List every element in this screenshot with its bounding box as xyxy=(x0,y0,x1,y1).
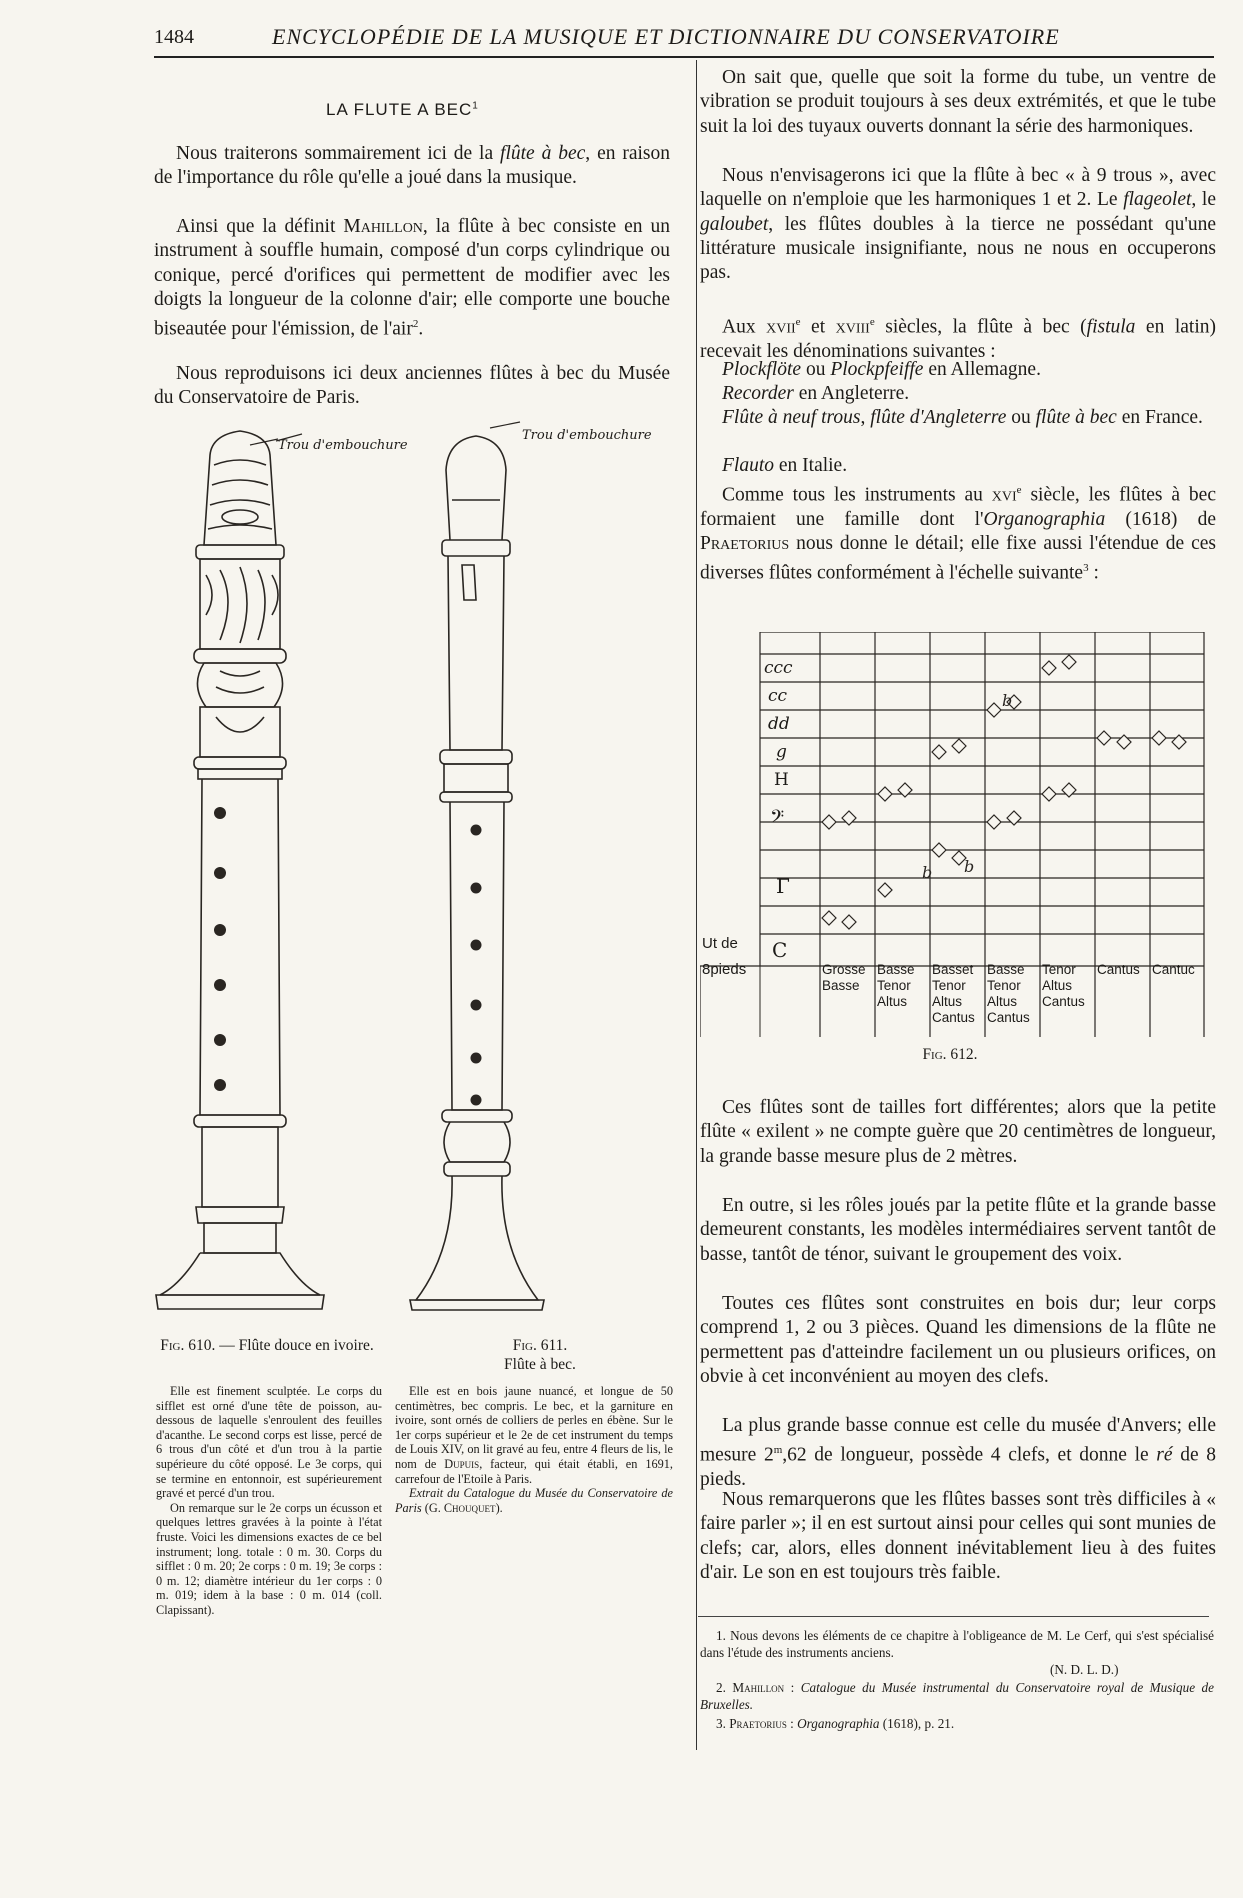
left-paragraph-2: Ainsi que la définit Mahillon, la flûte à bec consiste en un instrument à souffle humain, composé d'un corps cylindrique ou conique, percé d'orifices qui permettent de modifier avec les doigts la longueur de la colonne d'air; elle comporte une bouche biseautée pour l'émission, de l'air$^2$. xyxy=(154,216,671,340)
footnote-1: 1. Nous devons les éléments de ce chapitre à l'obligeance de M. Le Cerf, qui s'est spécialisé dans l'étude des instruments anciens. xyxy=(700,1628,1214,1660)
figure-611-recorder xyxy=(400,420,660,1320)
right-paragraph-3: Aux xvii$^e$ et xviii$^e$ siècles, la flûte à bec (fistula en latin) recevait les dénominations suivantes : xyxy=(700,316,1216,362)
right-paragraph-4: Comme tous les instruments au xvi$^e$ siècle, les flûtes à bec formaient une famille dont l'Organographia (1618) de Praetorius nous donne le détail; elle fixe aussi l'étendue de ces diverses flûtes conformément à l'échelle suivante$^3$ : xyxy=(700,484,1216,584)
row-label-h: H xyxy=(774,770,789,790)
right-paragraph-1: On sait que, quelle que soit la forme du tube, un ventre de vibration se produit toujours à ses deux extrémités, et que le tube suit la loi des tuyaux ouverts donnant la série des harmoniques. xyxy=(700,67,1216,137)
right-paragraph-6: En outre, si les rôles joués par la petite flûte et la grande basse demeurent constants, les modèles intermédiaires servent tantôt de basse, tantôt de ténor, suivant le groupement des voix. xyxy=(700,1195,1216,1265)
caption-fig-612: Fig. 612. xyxy=(922,1046,978,1063)
svg-text:b: b xyxy=(922,863,933,882)
right-paragraph-9: Nous remarquerons que les flûtes basses sont très difficiles à « faire parler »; il en est surtout ainsi pour celles qui sont munies de clefs; car, alors, elles donnent inévitablement lieu à des fuites d'air. Le son en est toujours très faible. xyxy=(700,1489,1216,1583)
figure-610-ivory-flute xyxy=(150,425,430,1325)
right-paragraph-2: Nous n'envisagerons ici que la flûte à bec « à 9 trous », avec laquelle on n'emploie que les harmoniques 1 et 2. Le flageolet, le galoubet, les flûtes doubles à la tierce ne possédant qu'une littérature musicale insignifiante, nous ne nous en occuperons pas. xyxy=(700,165,1217,284)
footnote-1-signature: (N. D. L. D.) xyxy=(1050,1662,1119,1677)
name-germany: Plockflöte ou Plockpfeiffe en Allemagne. xyxy=(722,359,1041,380)
right-paragraph-5: Ces flûtes sont de tailles fort différentes; alors que la petite flûte « exilent » ne compte guère que 20 centimètres de longueur, la grande basse mesure plus de 2 mètres. xyxy=(700,1097,1216,1167)
row-label-g: g xyxy=(776,742,787,762)
row-label-gamma: Γ xyxy=(776,874,790,898)
page-number: 1484 xyxy=(154,26,194,48)
column-label-2: Basse Tenor Altus xyxy=(877,962,915,1009)
column-label-1: Grosse Basse xyxy=(822,962,866,993)
section-title: LA FLUTE A BEC$^1$ xyxy=(326,100,479,119)
header-rule xyxy=(154,56,1214,58)
column-label-3: Basset Tenor Altus Cantus xyxy=(932,962,975,1025)
row-label-c: C xyxy=(772,938,788,962)
svg-text:b: b xyxy=(1002,691,1013,710)
svg-text:b: b xyxy=(964,857,975,876)
column-label-6: Cantus xyxy=(1097,962,1140,977)
footnote-rule xyxy=(698,1616,1209,1617)
running-title: ENCYCLOPÉDIE DE LA MUSIQUE ET DICTIONNAIRE DU CONSERVATOIRE xyxy=(272,24,1060,49)
column-label-4: Basse Tenor Altus Cantus xyxy=(987,962,1030,1025)
row-label-cc: cc xyxy=(768,686,788,706)
column-label-7: Cantuc xyxy=(1152,962,1195,977)
row-label-ccc: ccc xyxy=(764,658,793,678)
footnote-3: 3. Praetorius : Organographia (1618), p. 21. xyxy=(716,1716,955,1731)
figure-612-range-chart xyxy=(700,632,1205,1037)
caption-fig-610: Fig. 610. — Flûte douce en ivoire. xyxy=(160,1337,374,1354)
column-label-5: Tenor Altus Cantus xyxy=(1042,962,1085,1009)
name-england: Recorder en Angleterre. xyxy=(722,383,910,404)
column-divider xyxy=(696,60,697,1750)
description-fig-611: Elle est en bois jaune nuancé, et longue de 50 centimètres, bec compris. Le bec, et la garniture en ivoire, sont ornés de colliers de perles en ébène. Sur le 1er corps supérieur et le 2e de cet instrument du temps de Louis XIV, on lit gravé au feu, entre 4 fleurs de lis, le nom de Dupuis, facteur, qui était établi, en 1691, carrefour de l'Etoile à Paris. Extrait du Catalogue du Musée du Conservatoire de Paris (G. Chouquet). xyxy=(395,1384,673,1515)
label-embouchure-610: Trou d'embouchure xyxy=(278,438,408,453)
row-label-dd: dd xyxy=(768,714,790,734)
caption-fig-611: Fig. 611. Flûte à bec. xyxy=(504,1337,576,1373)
right-paragraph-7: Toutes ces flûtes sont construites en bois dur; leur corps comprend 1, 2 ou 3 pièces. Quand les dimensions de la flûte ne permettent pas d'atteindre facilement un ou plusieurs orifices, on obvie à cet inconvénient au moyen des clefs. xyxy=(700,1293,1216,1387)
running-header xyxy=(154,22,1214,58)
name-italy: Flauto en Italie. xyxy=(722,455,848,476)
footnote-2: 2. Mahillon : Catalogue du Musée instrumental du Conservatoire royal de Musique de Bruxelles. xyxy=(700,1680,1214,1712)
left-paragraph-1: Nous traiterons sommairement ici de la flûte à bec, en raison de l'importance du rôle qu'elle a joué dans la musique. xyxy=(154,143,671,189)
left-label-ut-de: Ut de xyxy=(702,935,738,952)
left-paragraph-3: Nous reproduisons ici deux anciennes flûtes à bec du Musée du Conservatoire de Paris. xyxy=(154,363,670,409)
label-embouchure-611: Trou d'embouchure xyxy=(522,428,652,443)
row-label-bass-clef: 𝄢 xyxy=(770,807,785,832)
right-paragraph-8: La plus grande basse connue est celle du musée d'Anvers; elle mesure 2$^m$,62 de longueur, possède 4 clefs, et donne le ré de 8 pieds. xyxy=(700,1415,1217,1491)
left-label-8pieds: 8pieds xyxy=(702,961,747,978)
description-fig-610: Elle est finement sculptée. Le corps du sifflet est orné d'une tête de poisson, au-dessous de laquelle s'enroulent des feuilles d'acanthe. Le second corps est lisse, percé de 6 trous d'un côté et d'un trou à la partie supérieure du côté opposé. Le 3e corps, qui se termine en entonnoir, est supérieurement gravé et percé d'un trou. On remarque sur le 2e corps un écusson et quelques lettres gravées à la pointe à l'état fruste. Voici les dimensions exactes de ce bel instrument; long. totale : 0 m. 30. Corps du sifflet : 0 m. 20; 2e corps : 0 m. 19; 3e corps : 0 m. 12; diamètre intérieur du 1er corps : 0 m. 019; idem à la base : 0 m. 014 (coll. Clapissant). xyxy=(156,1384,382,1617)
name-france: Flûte à neuf trous, flûte d'Angleterre ou flûte à bec en France. xyxy=(722,407,1203,428)
